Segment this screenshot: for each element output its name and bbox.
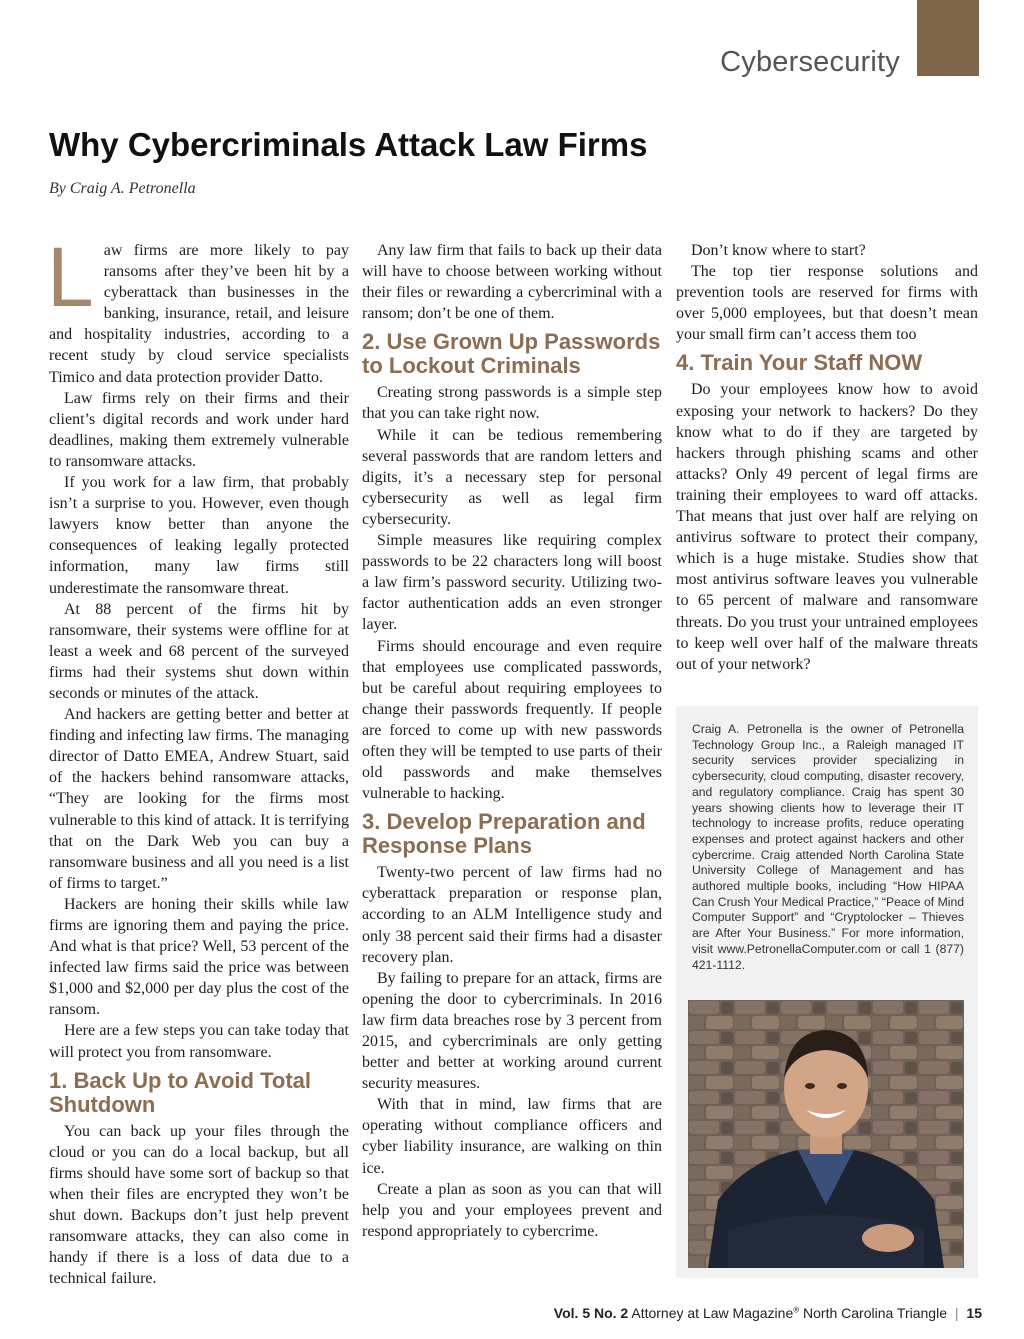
paragraph: Law firms rely on their firms and their client’s digital records and work under hard deadlines, making them extremely vulnerable to ransomware attacks. [49,389,349,470]
author-bio: Craig A. Petronella is the owner of Petronella Technology Group Inc., a Raleigh managed IT security services provider specializing in cybersecurity, cloud computing, disaster recovery, and regulatory compliance. Craig has spent 30 years showing clients how to leverage their IT technology to increase profits, reduce operating expenses and protect against hackers and other cybercrime. Craig attended North Carolina State University College of Management and has authored multiple books, including “How HIPAA Can Crush Your Medical Practice,” “Peace of Mind Computer Support” and “Cryptolocker – Thieves are After Your Business.” For more information, visit www.PetronellaComputer.com or call 1 (877) 421-1112. [692,722,964,972]
paragraph: You can back up your files through the cloud or you can do a local backup, but all firms should have some sort of backup so that when their files are encrypted they won’t be shut down. Backups don’t just help prevent ransomware attacks, they can also come in handy if there is a loss of data due to a technical failure. [49,1122,349,1288]
registered-mark: ® [793,1305,800,1315]
section-label: Cybersecurity [720,46,900,78]
byline: By Craig A. Petronella [49,180,196,197]
page-footer [554,1305,982,1321]
paragraph: Here are a few steps you can take today that will protect you from ransomware. [49,1022,349,1061]
magazine-name: Attorney at Law Magazine [631,1305,794,1321]
section-heading: 3. Develop Preparation and Response Plans [362,809,646,859]
paragraph: Simple measures like requiring complex passwords to be 22 characters long will boost a law firm’s password security. Utilizing two-factor authentication adds an even stronger layer. [362,532,662,634]
paragraph: At 88 percent of the firms hit by ransomware, their systems were offline for at least a week and 68 percent of the surveyed firms had their systems shut down within seconds or minutes of the attack. [49,600,349,702]
section-heading: 1. Back Up to Avoid Total Shutdown [49,1067,311,1117]
paragraph: Hackers are honing their skills while law firms are ignoring them and paying the price. And what is that price? Well, 53 percent of the infected law firms said the price was between $1,000 and $2,000 per day plus the cost of the ransom. [49,895,349,1019]
column-3 [676,240,978,675]
footer-separator: | [954,1305,959,1321]
paragraph: With that in mind, law firms that are operating without compliance officers and cyber liability insurance, are walking on thin ice. [362,1096,662,1177]
edition-name: North Carolina Triangle [803,1305,947,1321]
paragraph: By failing to prepare for an attack, firms are opening the door to cybercriminals. In 2016 law firm data breaches rose by 3 percent from 2015, and cybercriminals are only getting better and better at working around current security measures. [362,969,662,1093]
paragraph: Twenty-two percent of law firms had no cyberattack preparation or response plan, according to an ALM Intelligence study and only 38 percent said their firms had a disaster recovery plan. [362,864,662,966]
paragraph: Do your employees know how to avoid exposing your network to hackers? Do they know what to do if they are targeted by hackers through phishing scams and other attacks? Only 49 percent of legal firms are training their employees to ward off attacks. That means that just over half are relying on antivirus software to protect their company, which is a huge mistake. Studies show that most antivirus software leaves you vulnerable to 65 percent of malware and ransomware threats. Do you trust your untrained employees to keep well over half of the malware threats out of your network? [676,381,978,673]
page-number: 15 [966,1305,982,1321]
section-heading: 4. Train Your Staff NOW [676,350,923,376]
paragraph: Creating strong passwords is a simple step that you can take right now. [362,384,662,423]
paragraph: Don’t know where to start? [691,242,866,259]
paragraph: Create a plan as soon as you can that will help you and your employees prevent and respond appropriately to cybercrime. [362,1180,662,1240]
column-2 [362,240,662,1242]
paragraph: Any law firm that fails to back up their data will have to choose between working without their files or rewarding a cybercriminal with a ransom; don’t be one of them. [362,242,662,323]
paragraph: And hackers are getting better and better at finding and infecting law firms. The managing director of Datto EMEA, Andrew Stuart, said of the hackers behind ransomware attacks, “They are looking for the firms most vulnerable to this kind of attack. It is terrifying that on the Dark Web you can buy a ransomware business and all you need is a list of firms to target.” [49,706,349,892]
volume-label: Vol. 5 No. 2 [553,1305,629,1321]
paragraph: If you work for a law firm, that probably isn’t a surprise to you. However, even though lawyers know better than anyone the consequences of leaking legally protected information, many law firms still underestimate the ransomware threat. [49,474,349,597]
section-heading: 2. Use Grown Up Passwords to Lockout Criminals [362,329,661,379]
paragraph: The top tier response solutions and prevention tools are reserved for firms with over 5,000 employees, but that doesn’t mean your small firm can’t access them too [676,263,978,344]
paragraph: While it can be tedious remembering several passwords that are random letters and digits, it’s a necessary step for personal cybersecurity as well as legal firm cybersecurity. [362,426,662,528]
section-color-tab [917,0,979,76]
article-title: Why Cybercriminals Attack Law Firms [49,126,648,163]
paragraph: Law firms are more likely to pay ransoms after they’ve been hit by a cyberattack than businesses in the banking, insurance, retail, and leisure and hospitality industries, according to a recent study by cloud service specialists Timico and data protection provider Datto. [47,230,349,386]
drop-cap: L [47,230,94,324]
column-1 [47,230,349,1289]
author-photo [688,1000,964,1268]
paragraph: Firms should encourage and even require that employees use complicated passwords, but be careful about requiring employees to change their passwords frequently. If people are forced to come up with new passwords often they will be tempted to use parts of their old passwords and make themselves vulnerable to hacking. [362,637,662,803]
